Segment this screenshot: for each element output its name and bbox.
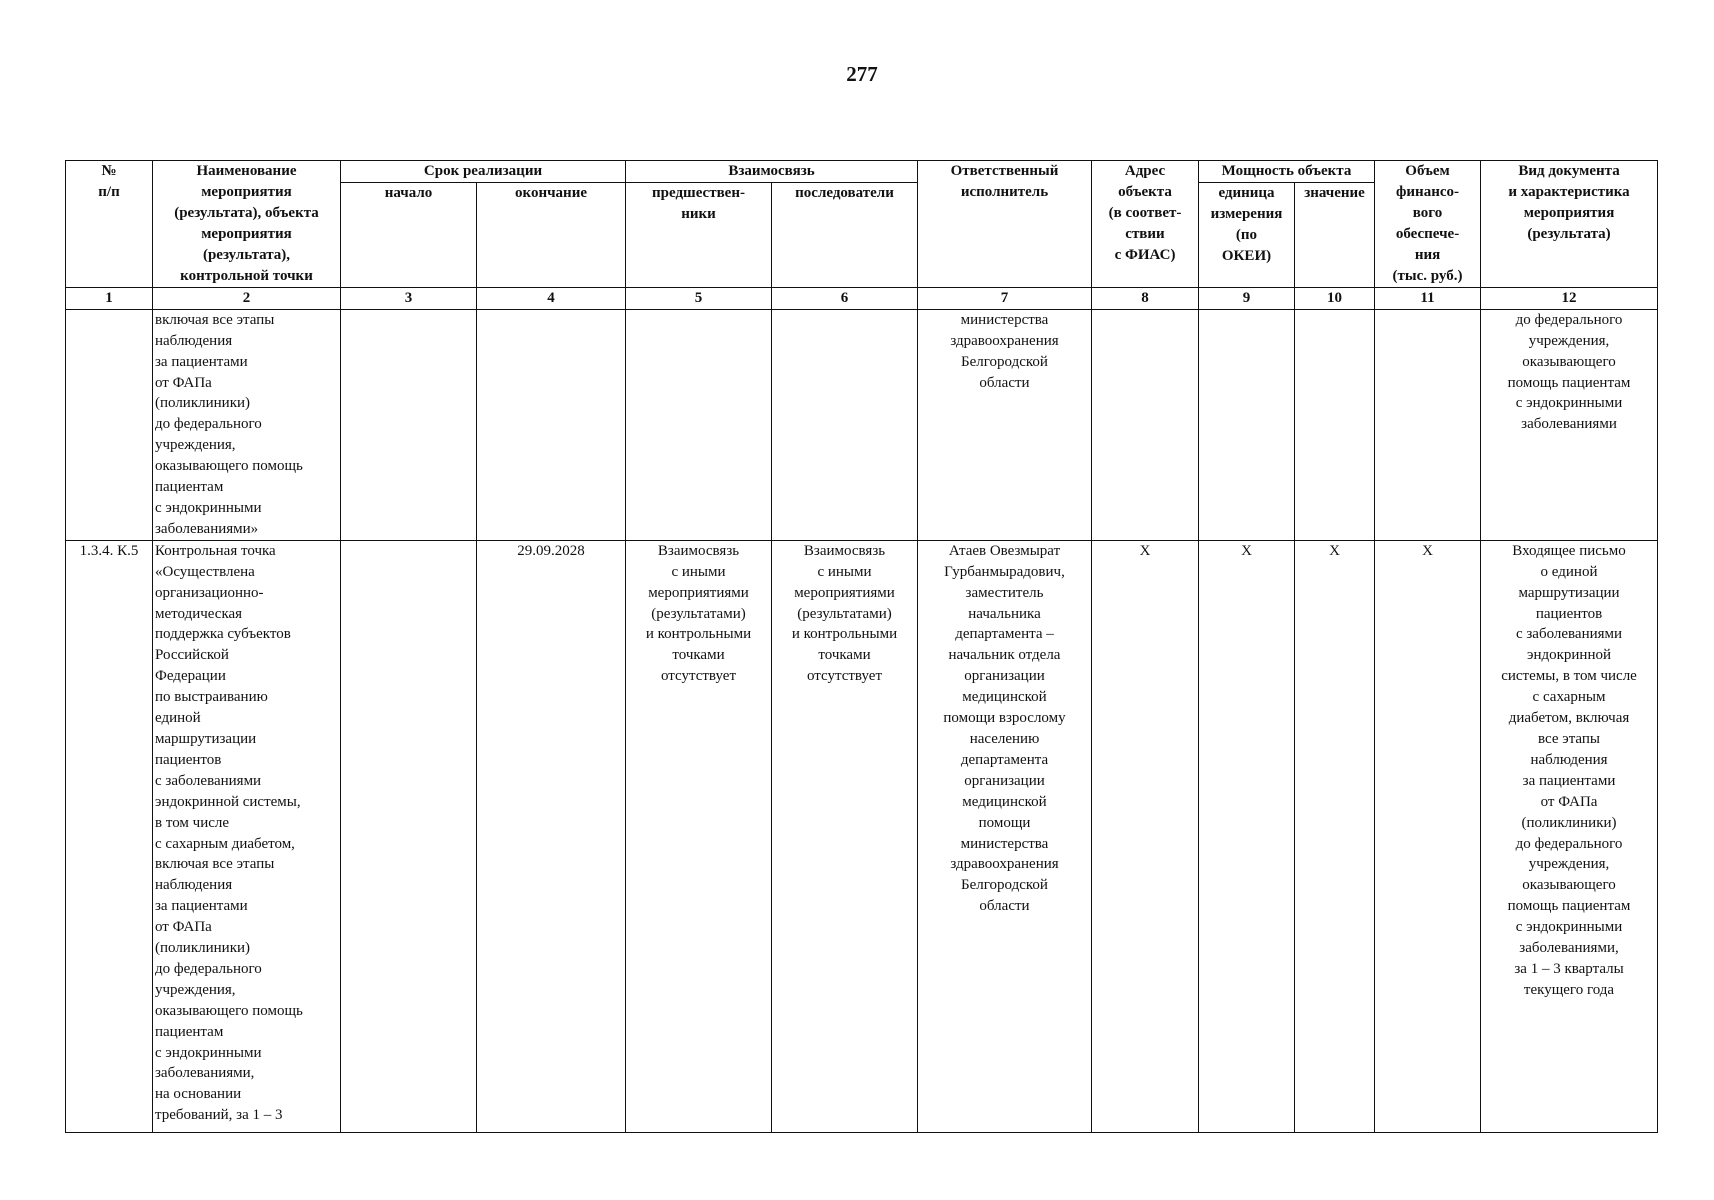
column-number: 6 — [772, 287, 918, 309]
column-number: 9 — [1199, 287, 1295, 309]
page-number: 277 — [846, 62, 878, 86]
cell-successors: Взаимосвязь с иными мероприятиями (результатами) и контрольными точками отсутствует — [772, 540, 918, 1132]
cell-num: 1.3.4. К.5 — [66, 540, 153, 1132]
cell-name: Контрольная точка «Осуществлена организационно- методическая поддержка субъектов Российской Федерации по выстраиванию единой маршрутизации пациентов с заболеваниями эндокринной системы, в том числе с сахарным диабетом, включая все этапы наблюдения за пациентами от ФАПа (поликлиники) до федерального учреждения, оказывающего помощь пациентам с эндокринными заболеваниями, на основании требований, за 1 – 3 — [153, 540, 341, 1132]
table-row — [66, 540, 1658, 1132]
header-start: начало — [341, 182, 477, 287]
header-successors: последователи — [772, 182, 918, 287]
cell-responsible: Атаев Овезмырат Гурбанмырадович, заместитель начальника департамента – начальник отдела организации медицинской помощи взрослому населению департамента организации медицинской помощи министерства здравоохранения Белгородской области — [918, 540, 1092, 1132]
header-name: Наименование мероприятия (результата), объекта мероприятия (результата), контрольной точки — [153, 161, 341, 288]
cell-finance: X — [1375, 540, 1481, 1132]
cell-unit — [1199, 309, 1295, 540]
cell-successors — [772, 309, 918, 540]
cell-address: X — [1092, 540, 1199, 1132]
column-number: 2 — [153, 287, 341, 309]
header-end: окончание — [477, 182, 626, 287]
cell-address — [1092, 309, 1199, 540]
table-row — [66, 309, 1658, 540]
header-value: значение — [1295, 182, 1375, 287]
header-unit: единица измерения (по ОКЕИ) — [1199, 182, 1295, 287]
column-number: 10 — [1295, 287, 1375, 309]
column-number: 1 — [66, 287, 153, 309]
plan-table — [65, 160, 1658, 1133]
cell-document: Входящее письмо о единой маршрутизации пациентов с заболеваниями эндокринной системы, в том числе с сахарным диабетом, включая все этапы наблюдения за пациентами от ФАПа (поликлиники) до федерального учреждения, оказывающего помощь пациентам с эндокринными заболеваниями, за 1 – 3 кварталы текущего года — [1481, 540, 1658, 1132]
header-finance: Объем финансо- вого обеспече- ния (тыс. руб.) — [1375, 161, 1481, 288]
cell-document: до федерального учреждения, оказывающего помощь пациентам с эндокринными заболеваниями — [1481, 309, 1658, 540]
header-predecessors: предшествен- ники — [626, 182, 772, 287]
cell-end — [477, 309, 626, 540]
header-capacity: Мощность объекта — [1199, 161, 1375, 183]
header-address: Адрес объекта (в соответ- ствии с ФИАС) — [1092, 161, 1199, 288]
cell-responsible: министерства здравоохранения Белгородской области — [918, 309, 1092, 540]
cell-start — [341, 540, 477, 1132]
cell-value — [1295, 309, 1375, 540]
header-num: № п/п — [66, 161, 153, 288]
cell-start — [341, 309, 477, 540]
header-relation: Взаимосвязь — [626, 161, 918, 183]
column-number: 12 — [1481, 287, 1658, 309]
cell-predecessors — [626, 309, 772, 540]
cell-predecessors: Взаимосвязь с иными мероприятиями (результатами) и контрольными точками отсутствует — [626, 540, 772, 1132]
header-responsible: Ответственный исполнитель — [918, 161, 1092, 288]
column-number: 4 — [477, 287, 626, 309]
cell-finance — [1375, 309, 1481, 540]
cell-unit: X — [1199, 540, 1295, 1132]
cell-value: X — [1295, 540, 1375, 1132]
column-number: 3 — [341, 287, 477, 309]
column-number: 11 — [1375, 287, 1481, 309]
header-document: Вид документа и характеристика мероприятия (результата) — [1481, 161, 1658, 288]
column-number: 7 — [918, 287, 1092, 309]
header-period: Срок реализации — [341, 161, 626, 183]
column-number: 8 — [1092, 287, 1199, 309]
cell-name: включая все этапы наблюдения за пациентами от ФАПа (поликлиники) до федерального учреждения, оказывающего помощь пациентам с эндокринными заболеваниями» — [153, 309, 341, 540]
column-number-row — [66, 287, 1658, 309]
cell-num — [66, 309, 153, 540]
header-row-1 — [66, 161, 1658, 183]
column-number: 5 — [626, 287, 772, 309]
cell-end: 29.09.2028 — [477, 540, 626, 1132]
